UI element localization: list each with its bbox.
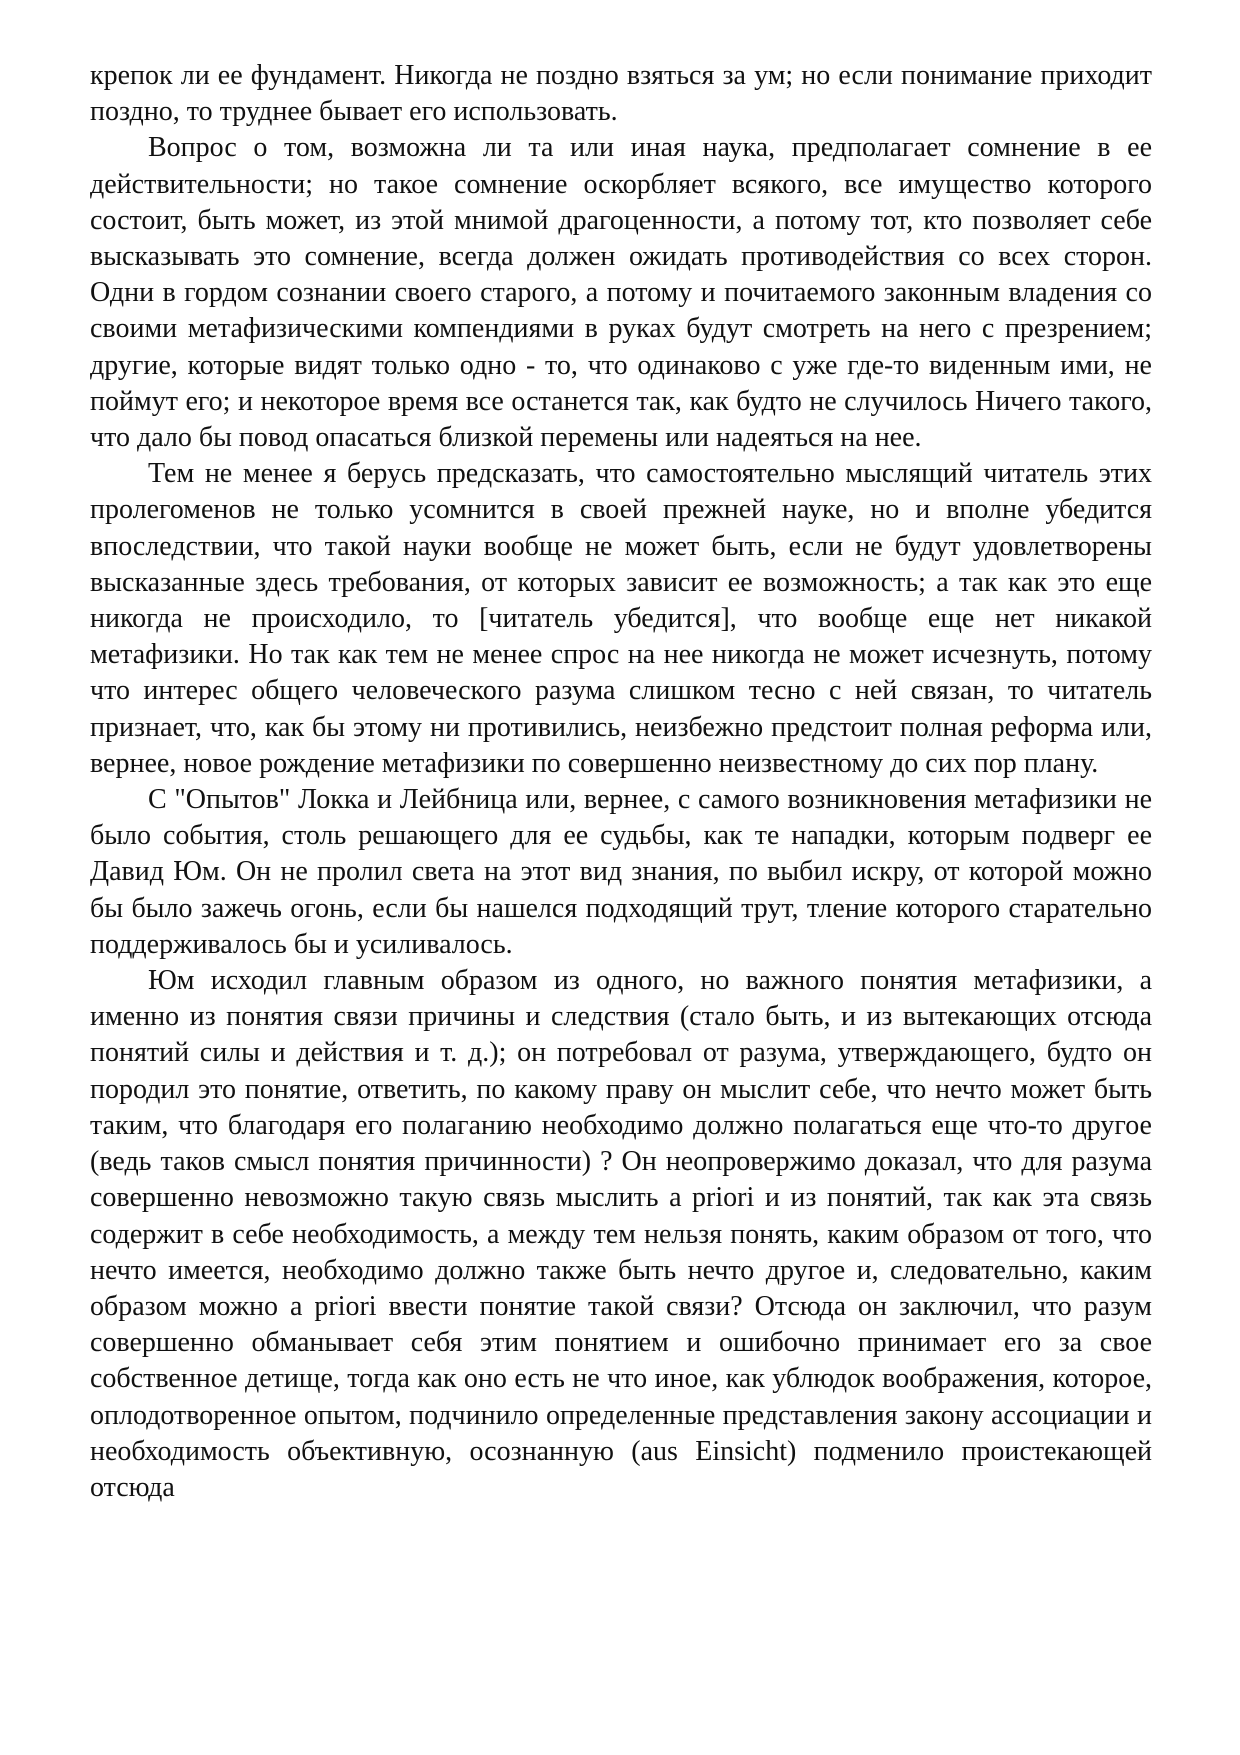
paragraph-5: Юм исходил главным образом из одного, но важного понятия метафизики, а именно из понятия связи причины и следствия (стало быть, и из вытекающих отсюда понятий силы и действия и т. д.); он потребовал от разума, утверждающего, будто он породил это понятие, ответить, по какому праву он мыслит себе, что нечто может быть таким, что благодаря его полаганию необходимо должно полагаться еще что-то другое (ведь таков смысл понятия причинности) ? Он неопровержимо доказал, что для разума совершенно невозможно такую связь мыслить a priori и из понятий, так как эта связь содержит в себе необходимость, а между тем нельзя понять, каким образом от того, что нечто имеется, необходимо должно также быть нечто другое и, следовательно, каким образом можно a priori ввести понятие такой связи? Отсюда он заключил, что разум совершенно обманывает себя этим понятием и ошибочно принимает его за свое собственное детище, тогда как оно есть не что иное, как ублюдок воображения, которое, оплодотворенное опытом, подчинило определенные представления закону ассоциации и необходимость объективную, осознанную (aus Einsicht) подменило проистекающей отсюда	[90, 965, 1152, 1503]
paragraph-2: Вопрос о том, возможна ли та или иная наука, предполагает сомнение в ее действительности; но такое сомнение оскорбляет всякого, все имущество которого состоит, быть может, из этой мнимой драгоценности, а потому тот, кто позволяет себе высказывать это сомнение, всегда должен ожидать противодействия со всех сторон. Одни в гордом сознании своего старого, а потому и почитаемого законным владения со своими метафизическими компендиями в руках будут смотреть на него с презрением; другие, которые видят только одно - то, что одинаково с уже где-то виденным ими, не поймут его; и некоторое время все останется так, как будто не случилось Ничего такого, что дало бы повод опасаться близкой перемены или надеяться на нее.	[90, 132, 1152, 454]
paragraph-4: С "Опытов" Локка и Лейбница или, вернее, с самого возникновения метафизики не было события, столь решающего для ее судьбы, как те нападки, которым подверг ее Давид Юм. Он не пролил света на этот вид знания, по выбил искру, от которой можно бы было зажечь огонь, если бы нашелся подходящий трут, тление которого старательно поддерживалось бы и усиливалось.	[90, 784, 1152, 960]
paragraph-3: Тем не менее я берусь предсказать, что самостоятельно мыслящий читатель этих пролегоменов не только усомнится в своей прежней науке, но и вполне убедится впоследствии, что такой науки вообще не может быть, если не будут удовлетворены высказанные здесь требования, от которых зависит ее возможность; а так как это еще никогда не происходило, то [читатель убедится], что вообще еще нет никакой метафизики. Но так как тем не менее спрос на нее никогда не может исчезнуть, потому что интерес общего человеческого разума слишком тесно с ней связан, то читатель признает, что, как бы этому ни противились, неизбежно предстоит полная реформа или, вернее, новое рождение метафизики по совершенно неизвестному до сих пор плану.	[90, 458, 1152, 779]
document-page	[90, 58, 1152, 1506]
paragraph-1: крепок ли ее фундамент. Никогда не поздно взяться за ум; но если понимание приходит поздно, то труднее бывает его использовать.	[90, 60, 1152, 128]
